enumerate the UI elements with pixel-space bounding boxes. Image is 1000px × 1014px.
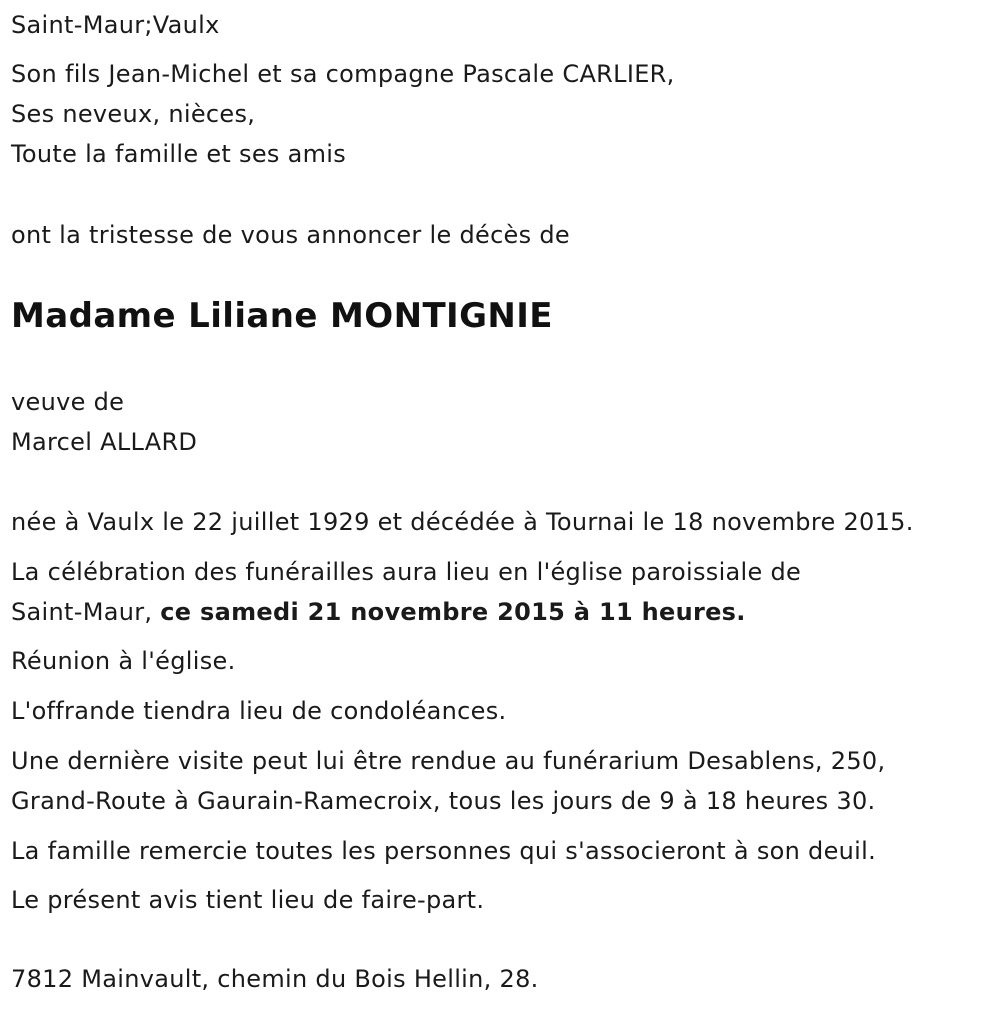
- offering-text: L'offrande tiendra lieu de condoléances.: [11, 697, 507, 725]
- visit-line-1: Une dernière visite peut lui être rendue au funérarium Desablens, 250,: [11, 747, 886, 775]
- funeral-datetime: ce samedi 21 novembre 2015 à 11 heures.: [160, 598, 746, 626]
- notice-statement: Le présent avis tient lieu de faire-part.: [11, 886, 485, 914]
- deceased-name: Madame Liliane MONTIGNIE: [11, 296, 553, 336]
- funeral-location: Saint-Maur,: [11, 598, 161, 626]
- announcement-text: ont la tristesse de vous annoncer le décès de: [11, 221, 570, 249]
- funeral-line-2: [11, 592, 746, 632]
- visit-line-2: Grand-Route à Gaurain-Ramecroix, tous les jours de 9 à 18 heures 30.: [11, 787, 876, 815]
- family-line-nephews: Ses neveux, nièces,: [11, 100, 256, 128]
- family-address: 7812 Mainvault, chemin du Bois Hellin, 28.: [11, 965, 539, 993]
- birth-death-details: née à Vaulx le 22 juillet 1929 et décédée à Tournai le 18 novembre 2015.: [11, 508, 914, 536]
- funeral-line-1: La célébration des funérailles aura lieu en l'église paroissiale de: [11, 558, 802, 586]
- spouse-name: Marcel ALLARD: [11, 428, 198, 456]
- locations-header: Saint-Maur;Vaulx: [11, 11, 220, 39]
- thanks-text: La famille remercie toutes les personnes qui s'associeront à son deuil.: [11, 837, 877, 865]
- widow-of-label: veuve de: [11, 388, 125, 416]
- reunion-text: Réunion à l'église.: [11, 647, 236, 675]
- family-line-son: Son fils Jean-Michel et sa compagne Pascale CARLIER,: [11, 60, 675, 88]
- family-line-all: Toute la famille et ses amis: [11, 140, 347, 168]
